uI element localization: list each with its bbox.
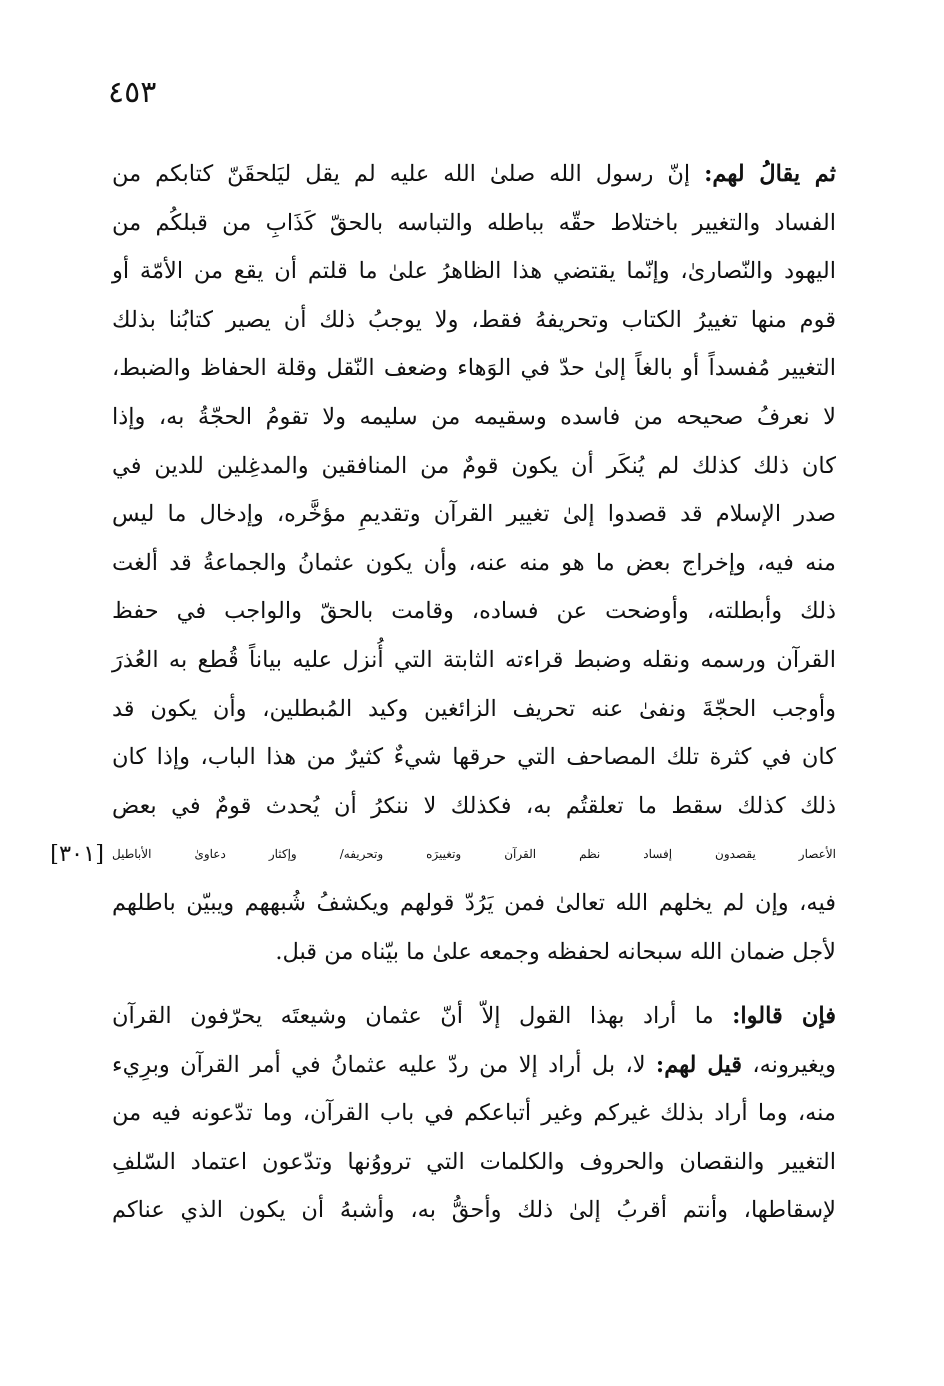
text-line: صدر الإسلام قد قصدوا إلىٰ تغيير القرآن وتقديمِ مؤخَّره، وإدخال ما ليس [112,501,836,528]
paragraph-2 [112,992,836,1235]
margin-folio-note: [٣٠١] [50,841,104,868]
text-line: منه، وما أراد بذلك غيركم وغير أتباعكم في باب القرآن، وما تدّعونه فيه من [112,1100,836,1127]
text-line: لأجل ضمان الله سبحانه لحفظه وجمعه علىٰ ما بيّناه من قبل. [275,938,836,965]
page-number: ٤٥٣ [108,75,157,110]
text-line: فيه، وإن لم يخلهم الله تعالىٰ فمن يَرُدّ قولهم ويكشفُ شُبههم ويبيّن باطلهم [112,889,836,916]
text-line: اليهود والنّصارىٰ، وإنّما يقتضي هذا الظاهرُ علىٰ ما قلتم أن يقع من الأمّة أو [112,258,836,285]
text-line: كان ذلك كذلك لم يُنكَر أن يكون قومٌ من المنافقين والمدغِلين للدين في [112,452,836,479]
text-line: كان في كثرة تلك المصاحف التي حرقها شيءٌ كثيرٌ من هذا الباب، وإذا كان [112,744,836,771]
text-line: لإسقاطها، وأنتم أقربُ إلىٰ ذلك وأحقُّ به، وأشبهُ أن يكون الذي عناكم [112,1197,836,1224]
text-line: التغيير مُفسداً أو بالغاً إلىٰ حدّ في الوَهاء وضعف النّقل وقلة الحفاظ والضبط، [112,355,836,382]
reply-phrase: قيل لهم: [655,1051,743,1078]
text-line: التغيير والنقصان والحروف والكلمات التي ترووُنها وتدّعون اعتماد السّلفِ [112,1148,836,1175]
text-line: وأوجب الحجّةَ ونفىٰ عنه تحريف الزائغين وكيد المُبطلين، وأن يكون قد [112,695,836,722]
text-line: القرآن ورسمه ونقله وضبط قراءته الثابتة التي أُنزل عليه بياناً قُطع به العُذرَ [112,646,836,673]
text-line: لا نعرفُ صحيحه من فاسده وسقيمه من سليمه ولا تقومُ الحجّةُ به، وإذا [112,403,836,430]
text-line: ويغيرونه، قيل لهم: لا، بل أراد إلا من ردّ عليه عثمانُ في أمر القرآن وبرِيء [112,1051,836,1078]
text-line: الفساد والتغيير باختلاط حقّه بباطله والتباسه بالحقّ كَذَابِ من قبلكُم من [112,209,836,236]
paragraph-1 [50,150,836,976]
lead-phrase: ثم يقالُ لهم: [704,161,836,187]
text-line: فإن قالوا: ما أراد بهذا القول إلاّ أنّ عثمان وشيعتَه يحرّفون القرآن [112,1003,836,1029]
text-line: قوم منها تغييرُ الكتاب وتحريفهُ فقط، ولا يوجبُ ذلك أن يصير كتابُنا بذلك [112,306,836,333]
text-line: ذلك كذلك سقط ما تعلقتُم به، فكذلك لا ننكرُ أن يُحدث قومٌ في بعض [112,792,836,819]
lead-phrase: فإن قالوا: [732,1003,836,1029]
text-line-with-margin-note: الأعصار يقصدون إفساد نظم القرآن وتغييرَه وتحريفه/ وإكثار دعاوىٰ الأباطيل [٣٠١] [112,830,836,879]
text-line: ذلك وأبطلته، وأوضحت عن فساده، وقامت بالحقّ والواجب في حفظ [112,598,836,625]
text-line: ثم يقالُ لهم: إنّ رسول الله صلىٰ الله عليه لم يقل ليَلحقَنّ كتابكم من [112,161,836,187]
text-line: منه فيه، وإخراج بعض ما هو منه عنه، وأن يكون عثمانُ والجماعةُ قد ألغت [112,549,836,576]
